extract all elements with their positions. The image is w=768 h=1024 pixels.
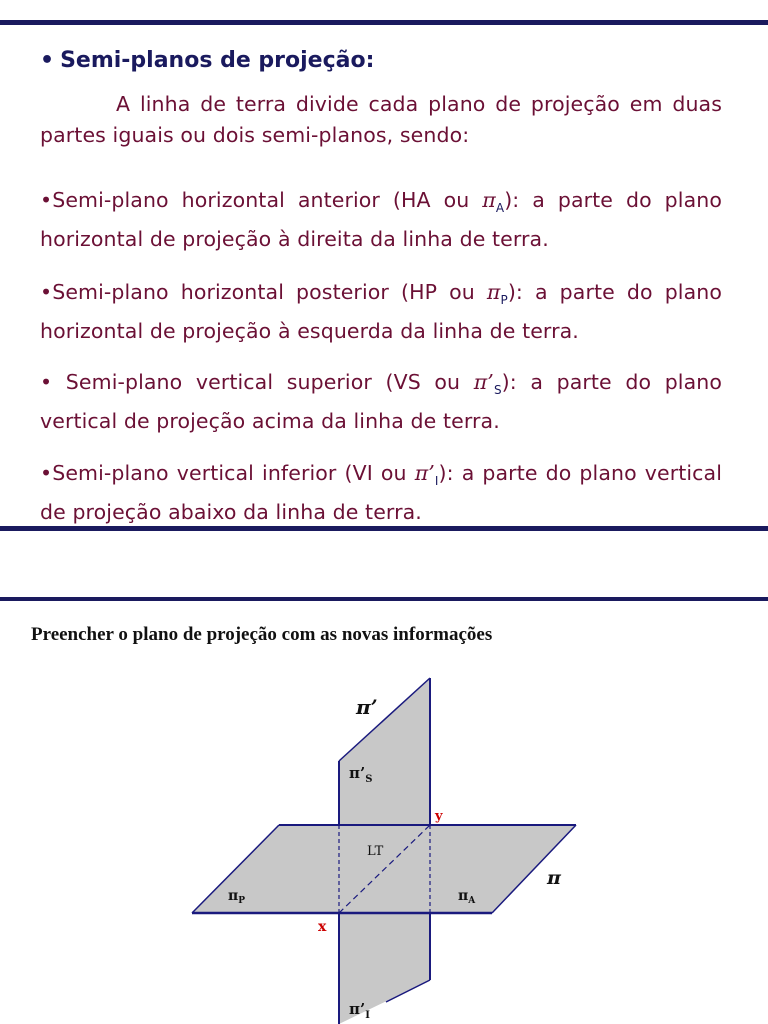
label-x: x	[318, 919, 327, 935]
intro-paragraph	[40, 89, 722, 151]
item-bullet: •	[40, 461, 53, 485]
label-pi-p: $\pi_P$	[228, 888, 246, 906]
slide-heading	[40, 48, 374, 73]
pi-subscript: I	[434, 474, 439, 489]
label-y: y	[435, 809, 443, 824]
top-rule	[0, 20, 768, 25]
item-pre: Semi-plano vertical superior (VS ou	[65, 370, 474, 394]
second-page-rule	[0, 597, 768, 601]
item-ha	[40, 185, 722, 255]
pi-symbol: π’	[414, 461, 435, 485]
vertical-plane-upper	[339, 678, 430, 825]
label-lt: LT	[367, 844, 384, 859]
heading-bullet: •	[40, 48, 55, 73]
item-bullet: •	[40, 280, 53, 304]
label-pi-a: $\pi_A$	[458, 888, 476, 906]
pi-symbol: π	[486, 280, 501, 304]
item-post: ): a parte do plano horizontal de projeção à esquerda da linha de terra.	[40, 280, 722, 344]
item-bullet: •	[40, 188, 53, 212]
item-bullet: •	[40, 370, 66, 394]
label-pi-prime-s: $\pi’_S$	[349, 764, 373, 785]
pi-subscript: S	[493, 383, 502, 398]
label-pi-prime: π’	[356, 695, 378, 719]
heading-text: Semi-planos de projeção:	[60, 48, 375, 73]
item-hp	[40, 277, 722, 347]
item-post: ): a parte do plano vertical de projeção acima da linha de terra.	[40, 370, 722, 434]
bottom-rule	[0, 526, 768, 531]
intro-text: A linha de terra divide cada plano de projeção em duas partes iguais ou dois semi-planos, sendo:	[40, 92, 722, 147]
item-vi	[40, 458, 722, 528]
pi-symbol: π’	[473, 370, 494, 394]
item-pre: Semi-plano horizontal anterior (HA ou	[52, 188, 483, 212]
item-pre: Semi-plano vertical inferior (VI ou	[52, 461, 415, 485]
pi-subscript: P	[500, 293, 508, 308]
item-post: ): a parte do plano horizontal de projeção à direita da linha de terra.	[40, 188, 722, 252]
item-vs	[40, 367, 722, 437]
label-pi: π	[547, 867, 561, 889]
label-pi-prime-i: $\pi’_I$	[349, 1000, 370, 1021]
pi-subscript: A	[495, 201, 505, 216]
item-post: ): a parte do plano vertical de projeção abaixo da linha de terra.	[40, 461, 723, 525]
exercise-title: Preencher o plano de projeção com as novas informações	[31, 624, 493, 645]
item-pre: Semi-plano horizontal posterior (HP ou	[52, 280, 487, 304]
pi-symbol: π	[482, 188, 496, 212]
projection-planes-diagram	[0, 644, 768, 1024]
